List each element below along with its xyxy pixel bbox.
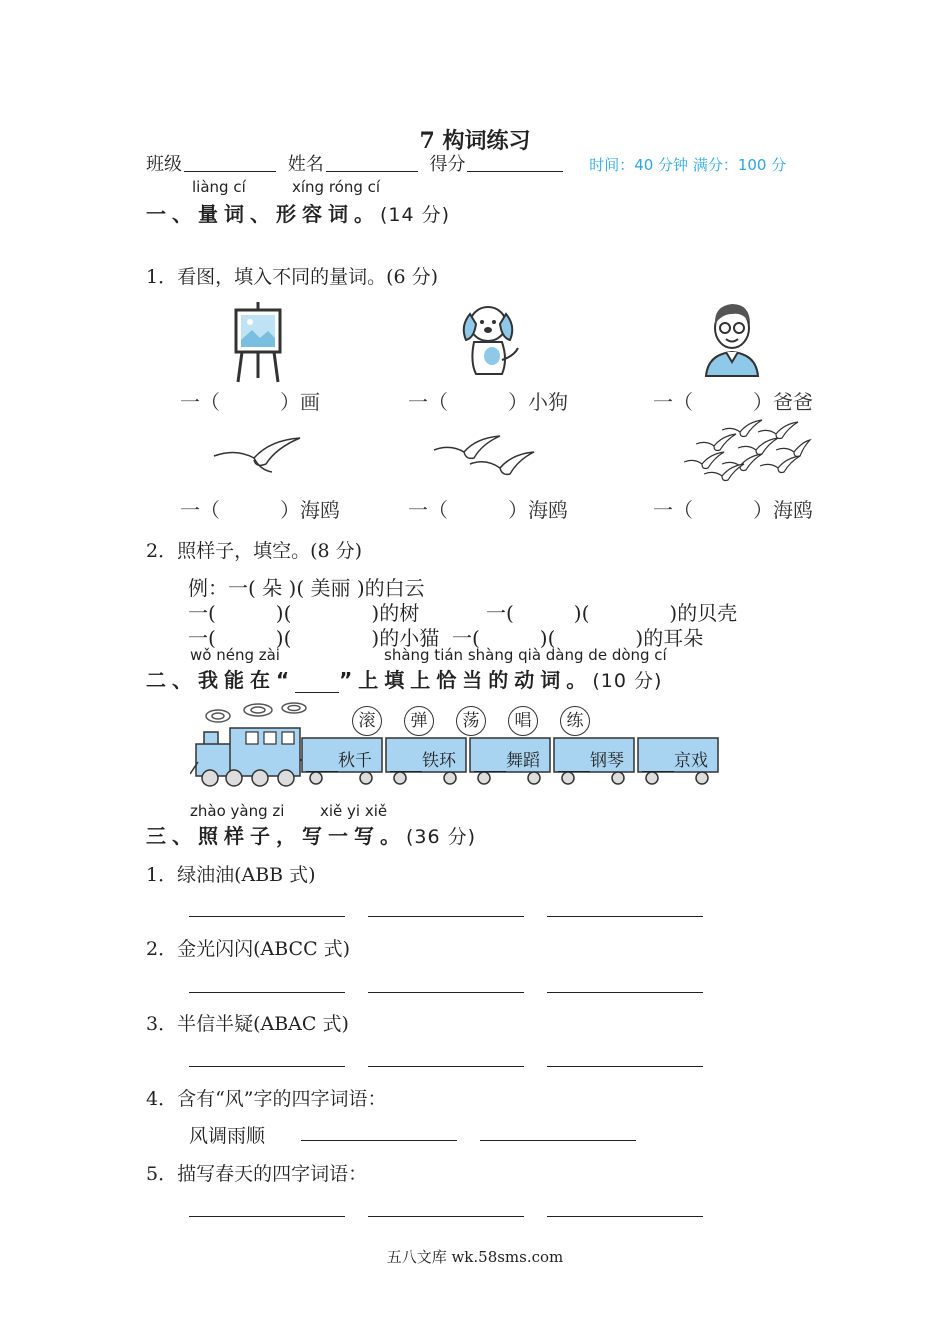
name-label: 姓名: [287, 154, 324, 175]
train-car-label[interactable]: 钢琴: [558, 746, 624, 772]
fill-seagull-two[interactable]: 一（ ）海鸥: [408, 498, 568, 522]
section1-heading: 一、量词、形容词。(14 分): [146, 202, 451, 226]
answer-line[interactable]: [189, 916, 345, 917]
fill-ears[interactable]: 一( )( )的耳朵: [452, 626, 704, 650]
easel-painting-icon: [228, 300, 288, 384]
heading-blank: [295, 668, 339, 693]
page-title: 7 构词练习: [419, 128, 531, 154]
student-info-row: [146, 150, 786, 176]
train-car-label[interactable]: 秋千: [306, 746, 372, 772]
fill-seagull-one[interactable]: 一（ ）海鸥: [180, 498, 340, 522]
class-label: 班级: [146, 154, 182, 175]
fill-father[interactable]: 一（ ）爸爸: [653, 390, 813, 414]
seagull-two-icon: [430, 432, 538, 484]
answer-line[interactable]: [368, 1066, 524, 1067]
footer-watermark: 五八文库 wk.58sms.com: [386, 1248, 564, 1266]
train-car-label[interactable]: 铁环: [390, 746, 456, 772]
fill-seagull-flock[interactable]: 一（ ）海鸥: [653, 498, 813, 522]
answer-line[interactable]: [368, 992, 524, 993]
answer-line[interactable]: [368, 1216, 524, 1217]
father-icon: [700, 296, 764, 378]
score-blank[interactable]: [467, 153, 563, 172]
fill-tree[interactable]: 一( )( )的树: [188, 601, 420, 625]
section2-heading: 二、我能在“ ”上填上恰当的动词。(10 分): [146, 668, 663, 692]
question-1-2: 2．照样子，填空。(8 分): [146, 540, 363, 562]
answer-line[interactable]: [480, 1140, 636, 1141]
train-car-label[interactable]: 舞蹈: [474, 746, 540, 772]
time-score-note: 时间：40 分钟 满分：100 分: [589, 156, 787, 174]
example-fengtiaoyushun: 风调雨顺: [189, 1125, 266, 1147]
train-car-label[interactable]: 京戏: [642, 746, 708, 772]
seagull-flock-icon: [682, 418, 812, 484]
item-abb: 1．绿油油(ABB 式): [146, 864, 316, 886]
item-abac: 3．半信半疑(ABAC 式): [146, 1013, 349, 1035]
section3-heading: 三、照样子，写一写。(36 分): [146, 824, 477, 848]
answer-line[interactable]: [368, 916, 524, 917]
fill-kitten[interactable]: 一( )( )的小猫: [188, 626, 440, 650]
class-blank[interactable]: [184, 153, 276, 172]
fill-puppy[interactable]: 一（ ）小狗: [408, 390, 568, 414]
pinyin-liangci: liàng cí: [192, 178, 246, 196]
item-abcc: 2．金光闪闪(ABCC 式): [146, 938, 351, 960]
pinyin-wonengzai: wǒ néng zài: [190, 646, 280, 664]
pinyin-xingrongci: xíng róng cí: [292, 178, 381, 196]
answer-line[interactable]: [547, 916, 703, 917]
answer-line[interactable]: [189, 1216, 345, 1217]
verb-circle: 弹: [404, 706, 434, 736]
puppy-icon: [452, 298, 528, 380]
verb-circle: 滚: [352, 706, 382, 736]
answer-line[interactable]: [189, 1066, 345, 1067]
answer-line[interactable]: [547, 1066, 703, 1067]
question-1-1: 1．看图，填入不同的量词。(6 分): [146, 266, 439, 288]
verb-circle: 练: [560, 706, 590, 736]
name-blank[interactable]: [326, 153, 418, 172]
fill-painting[interactable]: 一（ ）画: [180, 390, 320, 414]
answer-line[interactable]: [301, 1140, 457, 1141]
fill-shell[interactable]: 一( )( )的贝壳: [486, 601, 738, 625]
pinyin-xieyixie: xiě yi xiě: [320, 802, 388, 820]
answer-line[interactable]: [189, 992, 345, 993]
score-label: 得分: [429, 154, 466, 175]
verb-circle: 唱: [508, 706, 538, 736]
example-line: 例：一( 朵 )( 美丽 )的白云: [188, 576, 425, 600]
pinyin-zhaoyangzi: zhào yàng zi: [190, 802, 285, 820]
pinyin-shangtian: shàng tián shàng qià dàng de dòng cí: [384, 646, 667, 664]
verb-circle: 荡: [456, 706, 486, 736]
answer-line[interactable]: [547, 1216, 703, 1217]
answer-line[interactable]: [547, 992, 703, 993]
item-spring: 5．描写春天的四字词语：: [146, 1163, 368, 1185]
item-feng: 4．含有“风”字的四字词语：: [146, 1088, 387, 1110]
seagull-one-icon: [210, 436, 304, 476]
